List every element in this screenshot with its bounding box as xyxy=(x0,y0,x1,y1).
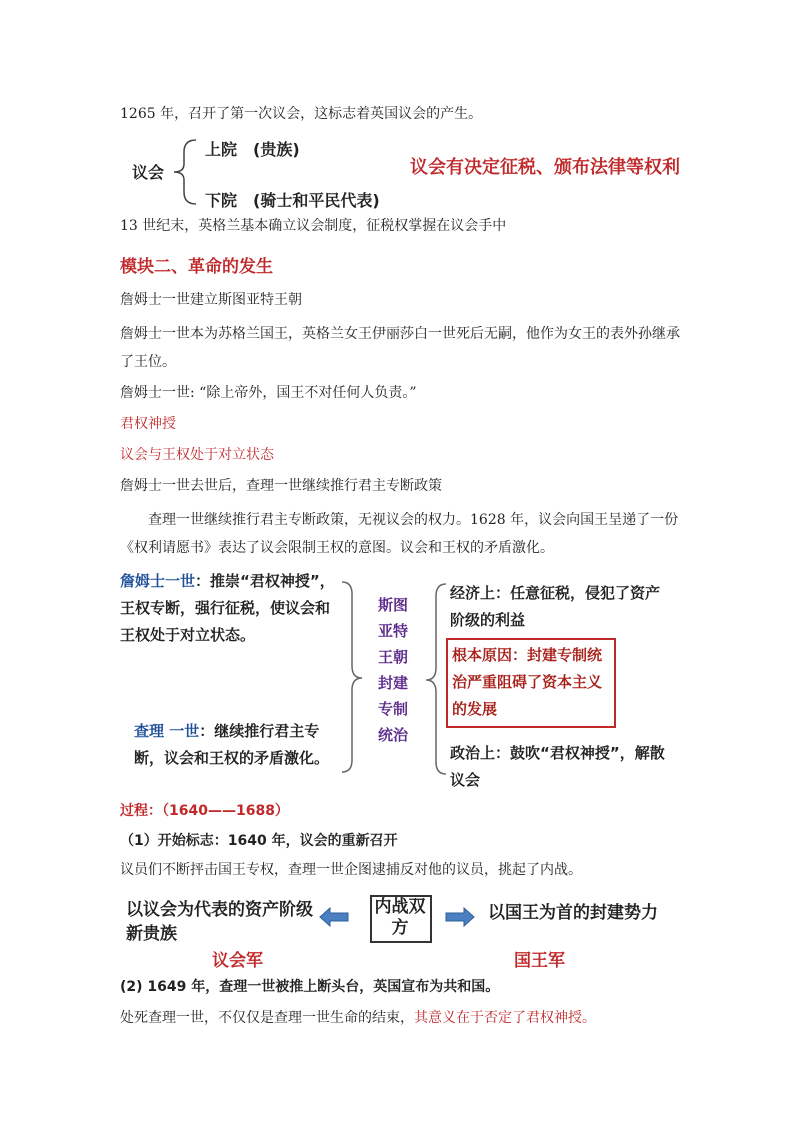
root-cause: 根本原因：封建专制统治严重阻碍了资本主义的发展 xyxy=(452,646,603,718)
module2-line1: 詹姆士一世建立斯图亚特王朝 xyxy=(120,292,302,308)
module2-line6: 詹姆士一世去世后，查理一世继续推行君主专断政策 xyxy=(120,478,442,494)
stuart-center: 斯图亚特王朝封建专制统治 xyxy=(377,596,408,744)
parliament-army: 议会军 xyxy=(212,951,263,971)
james-text: ：推崇“君权神授”，王权专断，强行征税，使议会和王权处于对立状态。 xyxy=(120,572,335,644)
left-brace-icon xyxy=(418,580,448,780)
parliament-label: 议会 xyxy=(132,163,165,182)
royal-army: 国王军 xyxy=(514,951,565,971)
divine-right: 君权神授 xyxy=(120,416,176,432)
step2-title: (2) 1649 年，查理一世被推上断头台，英国宣布为共和国。 xyxy=(120,979,500,995)
module2-title: 模块二、革命的发生 xyxy=(120,257,273,277)
brace-icon xyxy=(168,138,198,206)
arrow-left-icon xyxy=(318,906,350,928)
charles-box xyxy=(134,718,348,772)
james-box xyxy=(120,568,342,649)
module2-line7: 查理一世继续推行君主专断政策，无视议会的权力。1628 年，议会向国王呈递了一份《权利请愿书》表达了议会限制王权的意图。议会和王权的矛盾激化。 xyxy=(120,512,679,556)
upper-house: 上院 (贵族) xyxy=(205,140,300,159)
james-name: 詹姆士一世 xyxy=(120,572,196,590)
lower-house: 下院 (骑士和平民代表) xyxy=(205,191,380,210)
charles-name: 查理 一世 xyxy=(134,722,200,740)
process-title: 过程：（1640——1688） xyxy=(120,803,289,819)
process-step1-text: 议员们不断抨击国王专权，查理一世企图逮捕反对他的议员，挑起了内战。 xyxy=(120,862,582,878)
module2-line2: 詹姆士一世本为苏格兰国王，英格兰女王伊丽莎白一世死后无嗣，他作为女王的表外孙继承了王位。 xyxy=(120,326,680,370)
parliament-intro: 1265 年，召开了第一次议会，这标志着英国议会的产生。 xyxy=(120,106,483,122)
opposition-line: 议会与王权处于对立状态 xyxy=(120,447,274,463)
arrow-right-icon xyxy=(444,906,476,928)
century-note: 13 世纪末，英格兰基本确立议会制度，征税权掌握在议会手中 xyxy=(120,218,507,234)
political-reason: 政治上：鼓吹“君权神授”，解散议会 xyxy=(450,744,665,789)
right-brace-icon xyxy=(340,578,370,778)
economic-reason: 经济上：任意征税，侵犯了资产阶级的利益 xyxy=(450,584,661,629)
process-step1: （1）开始标志：1640 年，议会的重新召开 xyxy=(120,833,398,849)
step2-text xyxy=(120,1008,596,1028)
royalist-side: 以国王为首的封建势力 xyxy=(488,903,658,923)
parliament-side: 以议会为代表的资产阶级新贵族 xyxy=(126,900,313,944)
step2-text-a: 处死查理一世，不仅仅是查理一世生命的结束， xyxy=(120,1010,414,1026)
civil-war-sides: 内战双方 xyxy=(374,897,426,938)
step2-significance: 其意义在于否定了君权神授。 xyxy=(414,1010,596,1026)
parliament-power: 议会有决定征税、颁布法律等权利 xyxy=(410,157,680,178)
module2-line3: 詹姆士一世: “除上帝外，国王不对任何人负责。” xyxy=(120,385,417,401)
charles-text: ：继续推行君主专断，议会和王权的矛盾激化。 xyxy=(134,722,330,767)
